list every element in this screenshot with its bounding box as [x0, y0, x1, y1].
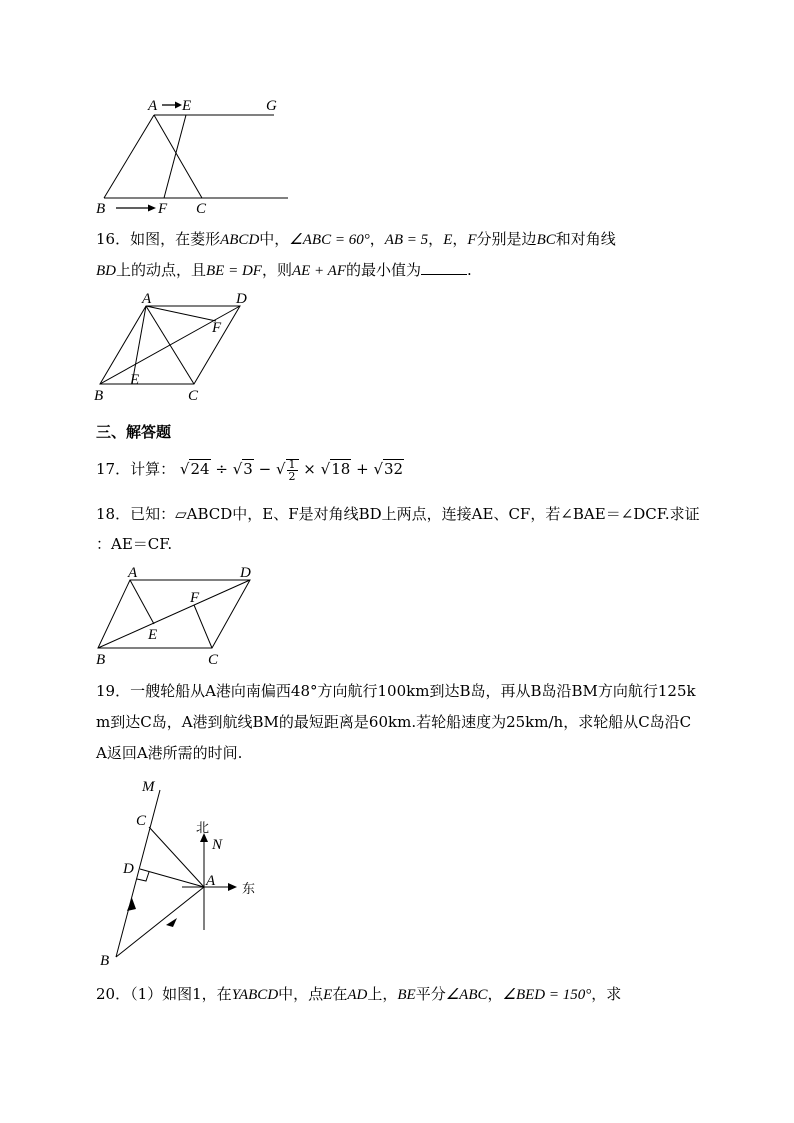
- label-f: F: [190, 590, 200, 606]
- question-18-line-2: ：AE＝CF.: [96, 535, 173, 553]
- question-17: 17．计算： √24 ÷ √3 − √ $\frac{1}{2}$ × √18 + √32: [96, 457, 404, 483]
- question-16-line-1: 16．如图，在菱形ABCD中，∠ABC = 60°，AB = 5，E，F分别是边BC和对角线: [96, 230, 616, 248]
- question-20-line-1: 20．（1）如图1，在YABCD中，点E在AD上，BE平分∠ABC，∠BED = 150°，求: [96, 985, 622, 1003]
- label-d: D: [123, 861, 134, 877]
- figure-q15: [90, 92, 300, 217]
- label-b: B: [96, 652, 106, 668]
- question-16-line-2: BD上的动点，且BE = DF，则AE + AF的最小值为 .: [96, 261, 472, 279]
- question-19-line-2: m到达C岛，A港到航线BM的最短距离是60km.若轮船速度为25km/h，求轮船从C岛沿C: [96, 713, 692, 731]
- label-e: E: [130, 372, 140, 388]
- question-18-line-1: 18．已知：▱ABCD中，E、F是对角线BD上两点，连接AE、CF，若∠BAE＝∠DCF.求证: [96, 505, 700, 523]
- figure-q18: [90, 562, 270, 670]
- arrowhead-icon: [127, 898, 136, 911]
- label-c: C: [196, 201, 207, 217]
- arrowhead-icon: [175, 102, 182, 109]
- label-b: B: [96, 201, 106, 217]
- section-heading: 三、解答题: [96, 423, 172, 441]
- figure-q16: [90, 288, 260, 406]
- arrowhead-icon: [166, 918, 177, 927]
- arrowhead-icon: [148, 205, 156, 212]
- label-c: C: [208, 652, 219, 668]
- answer-blank[interactable]: [421, 260, 467, 275]
- east-arrow-icon: [228, 883, 237, 891]
- label-e: E: [182, 98, 192, 114]
- label-b: B: [94, 388, 104, 404]
- question-19-line-1: 19．一艘轮船从A港向南偏西48°方向航行100km到达B岛，再从B岛沿BM方向航行125k: [96, 682, 696, 700]
- fraction: $\frac{1}{2}$: [288, 457, 296, 483]
- label-a: A: [142, 291, 152, 307]
- label-n: N: [212, 837, 223, 853]
- right-angle-mark: [137, 872, 149, 881]
- label-b: B: [100, 953, 110, 969]
- label-c: C: [188, 388, 199, 404]
- question-19-line-3: A返回A港所需的时间.: [96, 744, 243, 762]
- label-a: A: [128, 565, 138, 581]
- label-a: A: [148, 98, 158, 114]
- figure-q19: [96, 775, 266, 970]
- label-f: F: [158, 201, 168, 217]
- label-a: A: [206, 873, 216, 889]
- label-c: C: [136, 813, 147, 829]
- label-f: F: [212, 320, 222, 336]
- label-g: G: [266, 98, 277, 114]
- label-east: 东: [242, 882, 256, 897]
- label-north: 北: [196, 821, 210, 836]
- label-e: E: [148, 627, 158, 643]
- label-d: D: [240, 565, 251, 581]
- label-d: D: [236, 291, 247, 307]
- label-m: M: [142, 779, 155, 795]
